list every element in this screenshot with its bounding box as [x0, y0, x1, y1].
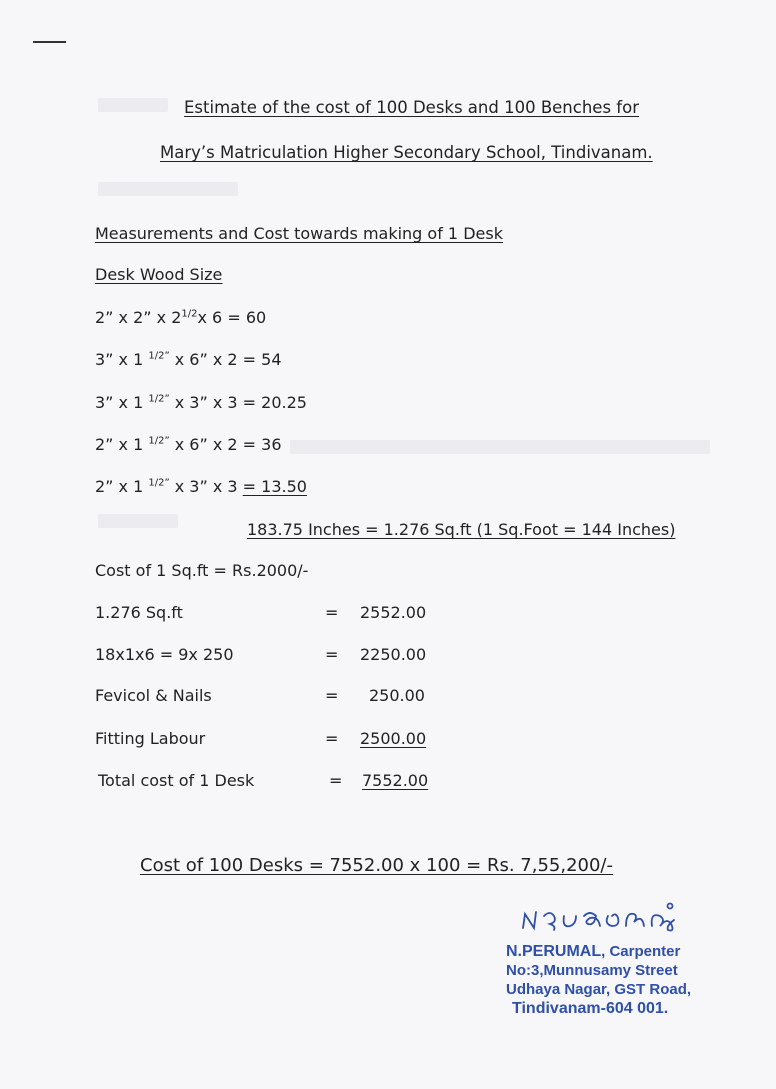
show-through-mark: [98, 98, 168, 112]
wood-size-heading: Desk Wood Size: [95, 265, 223, 284]
stamp-role: , Carpenter: [601, 943, 681, 960]
cost-label: 18x1x6 = 9x 250: [95, 645, 234, 664]
show-through-mark: [98, 514, 178, 528]
wood-size-part: x 6” x 2 = 36: [169, 435, 282, 454]
cost-label: Total cost of 1 Desk: [98, 771, 255, 790]
section-heading: Measurements and Cost towards making of 1 Desk: [95, 224, 503, 243]
title-line-1: Estimate of the cost of 100 Desks and 100 Benches for: [184, 98, 639, 117]
equals-sign: =: [325, 686, 339, 705]
stamp-city: Tindivanam-604 001.: [512, 1000, 669, 1017]
wood-size-part: x 6 = 60: [197, 308, 267, 327]
cost-value: 2500.00: [360, 729, 427, 748]
show-through-mark: [290, 440, 710, 454]
cost-value: 250.00: [369, 686, 425, 705]
stamp-street: No:3,Munnusamy Street: [506, 962, 678, 979]
stamp-name: N.PERUMAL: [506, 943, 602, 960]
equals-sign: =: [325, 603, 339, 622]
wood-size-fraction: 1/2: [181, 308, 198, 320]
handwritten-signature: [520, 902, 695, 936]
wood-size-part: 2” x 2” x 2: [95, 308, 182, 327]
wood-size-row: [95, 308, 266, 328]
wood-size-subtotal: = 13.50: [242, 477, 307, 496]
cost-label: Fevicol & Nails: [95, 686, 212, 705]
wood-size-fraction: 1/2”: [148, 350, 170, 362]
stamp-area: Udhaya Nagar, GST Road,: [506, 981, 692, 998]
wood-size-part: x 3” x 3: [169, 477, 243, 496]
wood-size-row: [95, 435, 282, 455]
title-line-2: Mary’s Matriculation Higher Secondary School, Tindivanam.: [160, 143, 653, 162]
total-inches-line: 183.75 Inches = 1.276 Sq.ft (1 Sq.Foot = 144 Inches): [247, 520, 676, 539]
wood-size-part: 3” x 1: [95, 350, 149, 369]
cost-label: Fitting Labour: [95, 729, 206, 748]
cost-value: 7552.00: [362, 771, 429, 790]
final-cost-line: Cost of 100 Desks = 7552.00 x 100 = Rs. 7,55,200/-: [140, 855, 613, 876]
wood-size-fraction: 1/2”: [148, 393, 170, 405]
equals-sign: =: [325, 729, 339, 748]
wood-size-part: x 3” x 3 = 20.25: [169, 393, 307, 412]
wood-size-row: [95, 350, 282, 370]
equals-sign: =: [325, 645, 339, 664]
cost-value: 2250.00: [360, 645, 427, 664]
show-through-mark: [98, 182, 238, 196]
wood-size-part: x 6” x 2 = 54: [169, 350, 282, 369]
wood-size-row: [95, 477, 307, 497]
carpenter-stamp: [506, 942, 691, 1018]
cost-value: 2552.00: [360, 603, 427, 622]
pen-mark: [33, 41, 66, 43]
wood-size-part: 2” x 1: [95, 435, 149, 454]
wood-size-part: 2” x 1: [95, 477, 149, 496]
wood-size-row: [95, 393, 307, 413]
wood-size-fraction: 1/2”: [148, 477, 170, 489]
cost-label: 1.276 Sq.ft: [95, 603, 183, 622]
wood-size-fraction: 1/2”: [148, 435, 170, 447]
cost-per-sqft: Cost of 1 Sq.ft = Rs.2000/-: [95, 561, 309, 580]
wood-size-part: 3” x 1: [95, 393, 149, 412]
equals-sign: =: [329, 771, 343, 790]
